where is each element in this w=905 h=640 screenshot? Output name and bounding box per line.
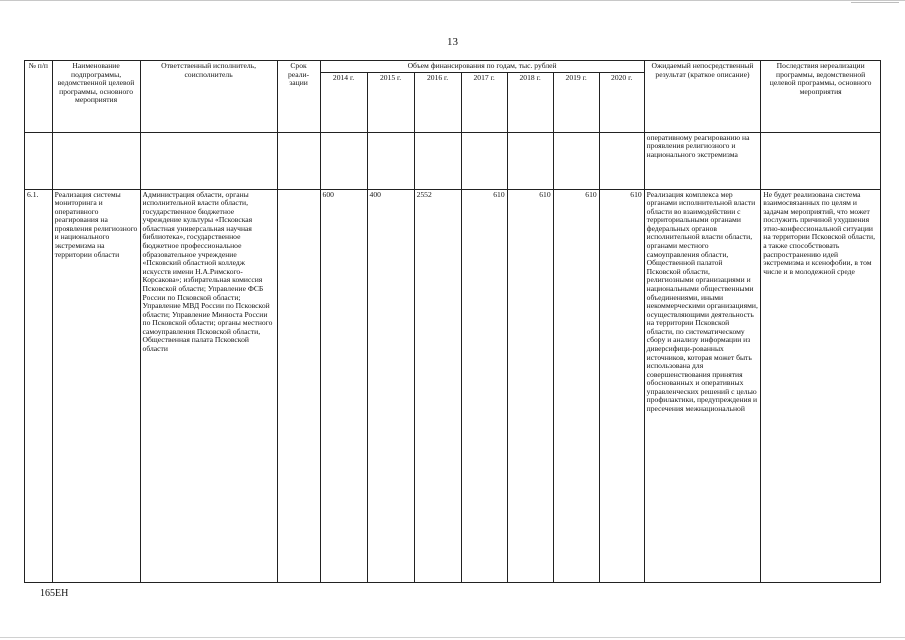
row-result: Реализация комплекса мер органами исполнительной власти области во взаимодействии с территориальными органами федеральных органов исполнительной власти области, органами местного самоуправления области, Общественной палатой Псковской области, религиозными организациями и национальными общественными объединениями, иными некоммерческими организациями, осуществляющими деятельность на территории Псковской области, по систематическому сбору и анализу информации из диверсифици-рованных источников, которая может быть использована для совершенствования принятия обоснованных и оперативных управленческих решений с целью профилактики, предупреждения и пресечения межнациональной bbox=[644, 189, 761, 582]
cont-term bbox=[277, 132, 320, 189]
row-value-2015: 400 bbox=[367, 189, 414, 582]
scan-mark bbox=[851, 2, 899, 3]
row-consequences: Не будет реализована система взаимосвязанных по целям и задачам мероприятий, что может послужить причиной ухудшения этно-конфессиональной ситуации на территории Псковской области, а также способствовать распространению идей экстремизма и ксенофобии, в том числе и в молодежной среде bbox=[761, 189, 881, 582]
scan-top-edge bbox=[0, 0, 905, 1]
financing-table bbox=[24, 60, 881, 583]
cont-num bbox=[25, 132, 53, 189]
header-year-2019: 2019 г. bbox=[553, 72, 599, 132]
footer-code: 165ЕН bbox=[40, 588, 69, 599]
row-value-2018: 610 bbox=[507, 189, 553, 582]
cont-2020 bbox=[599, 132, 644, 189]
header-year-2017: 2017 г. bbox=[461, 72, 507, 132]
header-result: Ожидаемый непосредственный результат (краткое описание) bbox=[644, 61, 761, 133]
header-year-2020: 2020 г. bbox=[599, 72, 644, 132]
row-num: 6.1. bbox=[25, 189, 53, 582]
row-value-2019: 610 bbox=[553, 189, 599, 582]
header-year-2018: 2018 г. bbox=[507, 72, 553, 132]
row-responsible: Администрация области, органы исполнительной власти области, государственное бюджетное учреждение культуры «Псковская областная универсальная научная библиотека», государственное бюджетное профессиональное образовательное учреждение «Псковский областной колледж искусств имени Н.А.Римского-Корсакова»; избирательная комиссия Псковской области; Управление ФСБ России по Псковской области; Управление МВД России по Псковской области; Управление Минюста России по Псковской области; органы местного самоуправления Псковской области, Общественная палата Псковской области bbox=[140, 189, 277, 582]
header-year-2014: 2014 г. bbox=[320, 72, 367, 132]
row-value-2016: 2552 bbox=[414, 189, 461, 582]
row-value-2017: 610 bbox=[461, 189, 507, 582]
cont-2014 bbox=[320, 132, 367, 189]
cont-responsible bbox=[140, 132, 277, 189]
header-term: Срок реали-зации bbox=[277, 61, 320, 133]
cont-name bbox=[52, 132, 140, 189]
continuation-row bbox=[25, 132, 881, 189]
page-number: 13 bbox=[447, 36, 458, 48]
cont-2017 bbox=[461, 132, 507, 189]
row-value-2014: 600 bbox=[320, 189, 367, 582]
row-term bbox=[277, 189, 320, 582]
row-name: Реализация системы мониторинга и оперативного реагирования на проявления религиозного и национального экстремизма на территории области bbox=[52, 189, 140, 582]
header-responsible: Ответственный исполнитель, соисполнитель bbox=[140, 61, 277, 133]
header-financing: Объем финансирования по годам, тыс. рублей bbox=[320, 61, 644, 73]
cont-2016 bbox=[414, 132, 461, 189]
header-row bbox=[25, 61, 881, 73]
cont-2019 bbox=[553, 132, 599, 189]
header-year-2016: 2016 г. bbox=[414, 72, 461, 132]
header-name: Наименование подпрограммы, ведомственной целевой программы, основного мероприятия bbox=[52, 61, 140, 133]
row-value-2020: 610 bbox=[599, 189, 644, 582]
table-row bbox=[25, 189, 881, 582]
cont-consequences bbox=[761, 132, 881, 189]
header-num: № п/п bbox=[25, 61, 53, 133]
scan-bottom-edge bbox=[0, 637, 905, 638]
header-year-2015: 2015 г. bbox=[367, 72, 414, 132]
cont-2018 bbox=[507, 132, 553, 189]
header-consequences: Последствия нереализации программы, ведомственной целевой программы, основного мероприятия bbox=[761, 61, 881, 133]
cont-result: оперативному реагированию на проявления религиозного и национального экстремизма bbox=[644, 132, 761, 189]
cont-2015 bbox=[367, 132, 414, 189]
